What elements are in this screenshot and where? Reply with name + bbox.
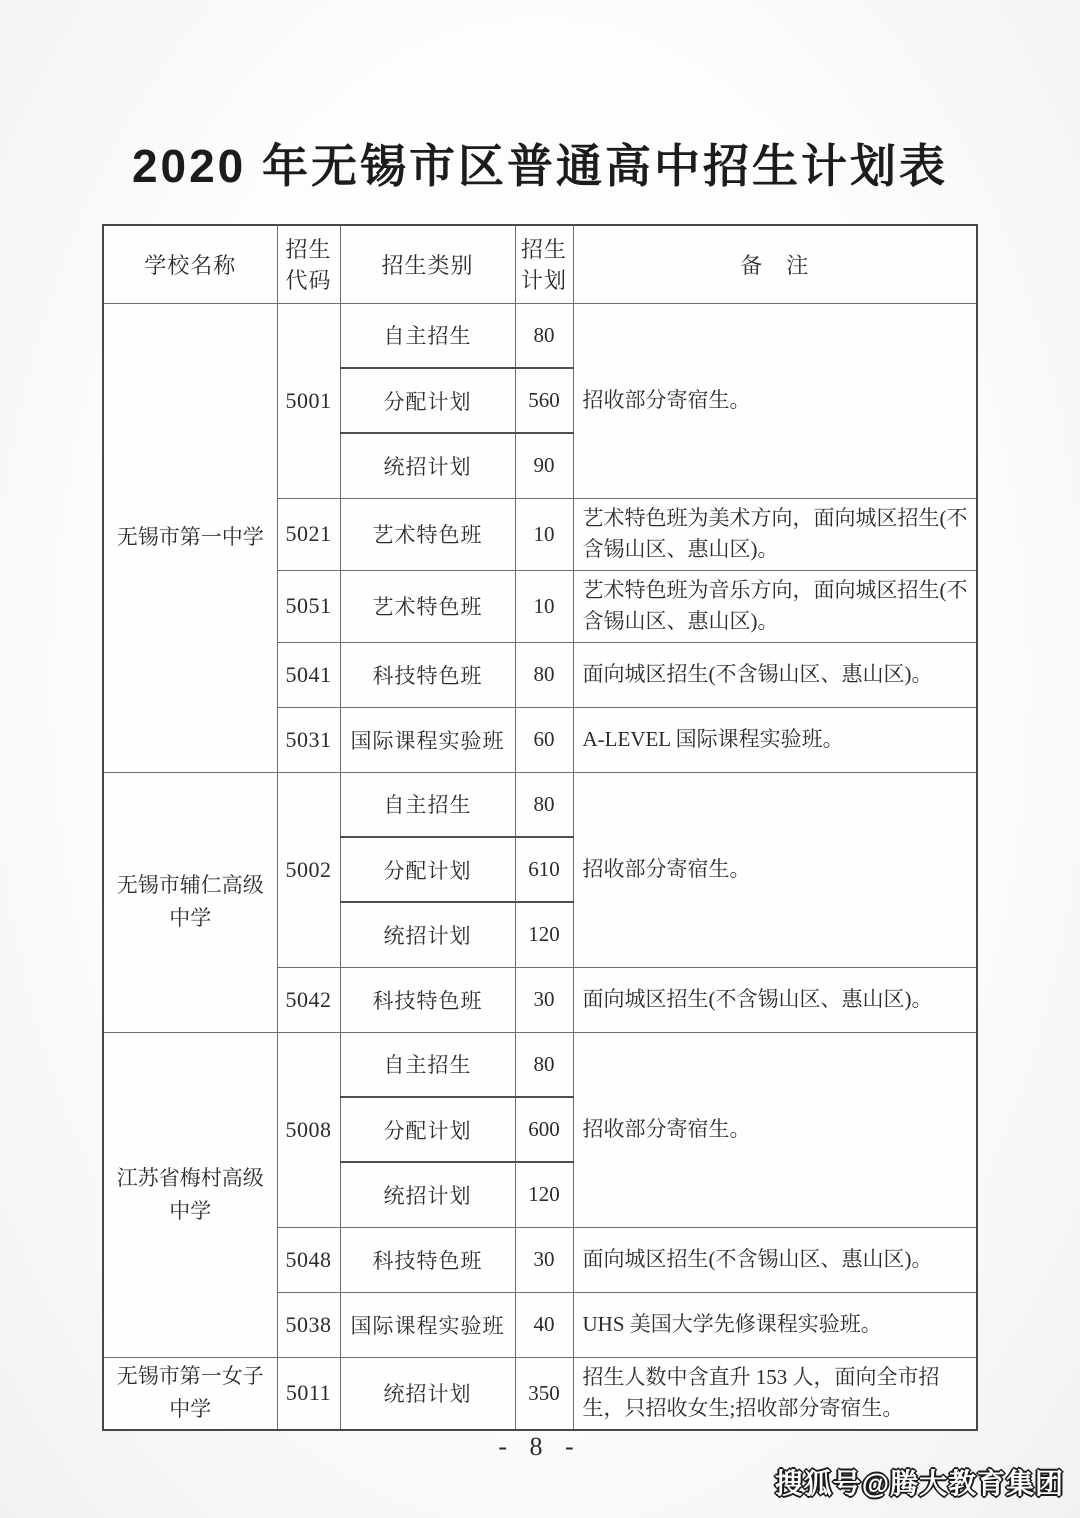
- remark-cell: A-LEVEL 国际课程实验班。: [573, 707, 977, 772]
- category-cell: 统招计划: [340, 433, 515, 498]
- enrollment-plan-table: [102, 224, 978, 1431]
- code-cell: 5021: [277, 498, 340, 570]
- sohu-watermark: 搜狐号@腾大教育集团: [774, 1468, 1064, 1499]
- code-cell: 5041: [277, 642, 340, 707]
- code-cell: 5011: [277, 1357, 340, 1430]
- table-row: [103, 1357, 977, 1430]
- remark-cell: 招生人数中含直升 153 人，面向全市招生，只招收女生;招收部分寄宿生。: [573, 1357, 977, 1430]
- header-row: [103, 225, 977, 303]
- header-enrollment-plan: 招生计划: [515, 225, 573, 303]
- plan-cell: 90: [515, 433, 573, 498]
- plan-cell: 80: [515, 303, 573, 368]
- school-name-cell: 无锡市辅仁高级中学: [103, 772, 277, 1032]
- plan-cell: 120: [515, 902, 573, 967]
- category-cell: 统招计划: [340, 1162, 515, 1227]
- table-row: [103, 772, 977, 837]
- category-cell: 统招计划: [340, 902, 515, 967]
- category-cell: 国际课程实验班: [340, 1292, 515, 1357]
- remark-cell: 招收部分寄宿生。: [573, 772, 977, 967]
- plan-cell: 80: [515, 1032, 573, 1097]
- category-cell: 艺术特色班: [340, 498, 515, 570]
- header-enrollment-category: 招生类别: [340, 225, 515, 303]
- remark-cell: 艺术特色班为音乐方向，面向城区招生(不含锡山区、惠山区)。: [573, 570, 977, 642]
- school-name-cell: 无锡市第一女子中学: [103, 1357, 277, 1430]
- table-row: [103, 1032, 977, 1097]
- plan-cell: 560: [515, 368, 573, 433]
- category-cell: 自主招生: [340, 1032, 515, 1097]
- remark-cell: 面向城区招生(不含锡山区、惠山区)。: [573, 642, 977, 707]
- code-cell: 5031: [277, 707, 340, 772]
- plan-cell: 30: [515, 1227, 573, 1292]
- plan-cell: 120: [515, 1162, 573, 1227]
- code-cell: 5042: [277, 967, 340, 1032]
- remark-cell: 面向城区招生(不含锡山区、惠山区)。: [573, 1227, 977, 1292]
- table-row: [103, 303, 977, 368]
- plan-cell: 40: [515, 1292, 573, 1357]
- header-remark: 备 注: [573, 225, 977, 303]
- plan-cell: 60: [515, 707, 573, 772]
- plan-cell: 80: [515, 642, 573, 707]
- remark-cell: 招收部分寄宿生。: [573, 303, 977, 498]
- header-school-name: 学校名称: [103, 225, 277, 303]
- category-cell: 统招计划: [340, 1357, 515, 1430]
- code-cell: 5008: [277, 1032, 340, 1227]
- plan-cell: 350: [515, 1357, 573, 1430]
- school-name-cell: 无锡市第一中学: [103, 303, 277, 772]
- category-cell: 自主招生: [340, 772, 515, 837]
- remark-cell: 艺术特色班为美术方向，面向城区招生(不含锡山区、惠山区)。: [573, 498, 977, 570]
- plan-cell: 610: [515, 837, 573, 902]
- code-cell: 5038: [277, 1292, 340, 1357]
- code-cell: 5048: [277, 1227, 340, 1292]
- category-cell: 分配计划: [340, 837, 515, 902]
- category-cell: 自主招生: [340, 303, 515, 368]
- page-title: 2020 年无锡市区普通高中招生计划表: [131, 140, 949, 192]
- category-cell: 艺术特色班: [340, 570, 515, 642]
- remark-cell: 招收部分寄宿生。: [573, 1032, 977, 1227]
- remark-cell: 面向城区招生(不含锡山区、惠山区)。: [573, 967, 977, 1032]
- code-cell: 5051: [277, 570, 340, 642]
- plan-cell: 10: [515, 570, 573, 642]
- plan-cell: 80: [515, 772, 573, 837]
- plan-cell: 30: [515, 967, 573, 1032]
- category-cell: 分配计划: [340, 368, 515, 433]
- category-cell: 科技特色班: [340, 642, 515, 707]
- category-cell: 科技特色班: [340, 1227, 515, 1292]
- page-number: - 8 -: [498, 1432, 582, 1461]
- category-cell: 分配计划: [340, 1097, 515, 1162]
- school-name-cell: 江苏省梅村高级中学: [103, 1032, 277, 1357]
- code-cell: 5002: [277, 772, 340, 967]
- code-cell: 5001: [277, 303, 340, 498]
- plan-cell: 10: [515, 498, 573, 570]
- category-cell: 科技特色班: [340, 967, 515, 1032]
- plan-cell: 600: [515, 1097, 573, 1162]
- category-cell: 国际课程实验班: [340, 707, 515, 772]
- remark-cell: UHS 美国大学先修课程实验班。: [573, 1292, 977, 1357]
- header-enrollment-code: 招生代码: [277, 225, 340, 303]
